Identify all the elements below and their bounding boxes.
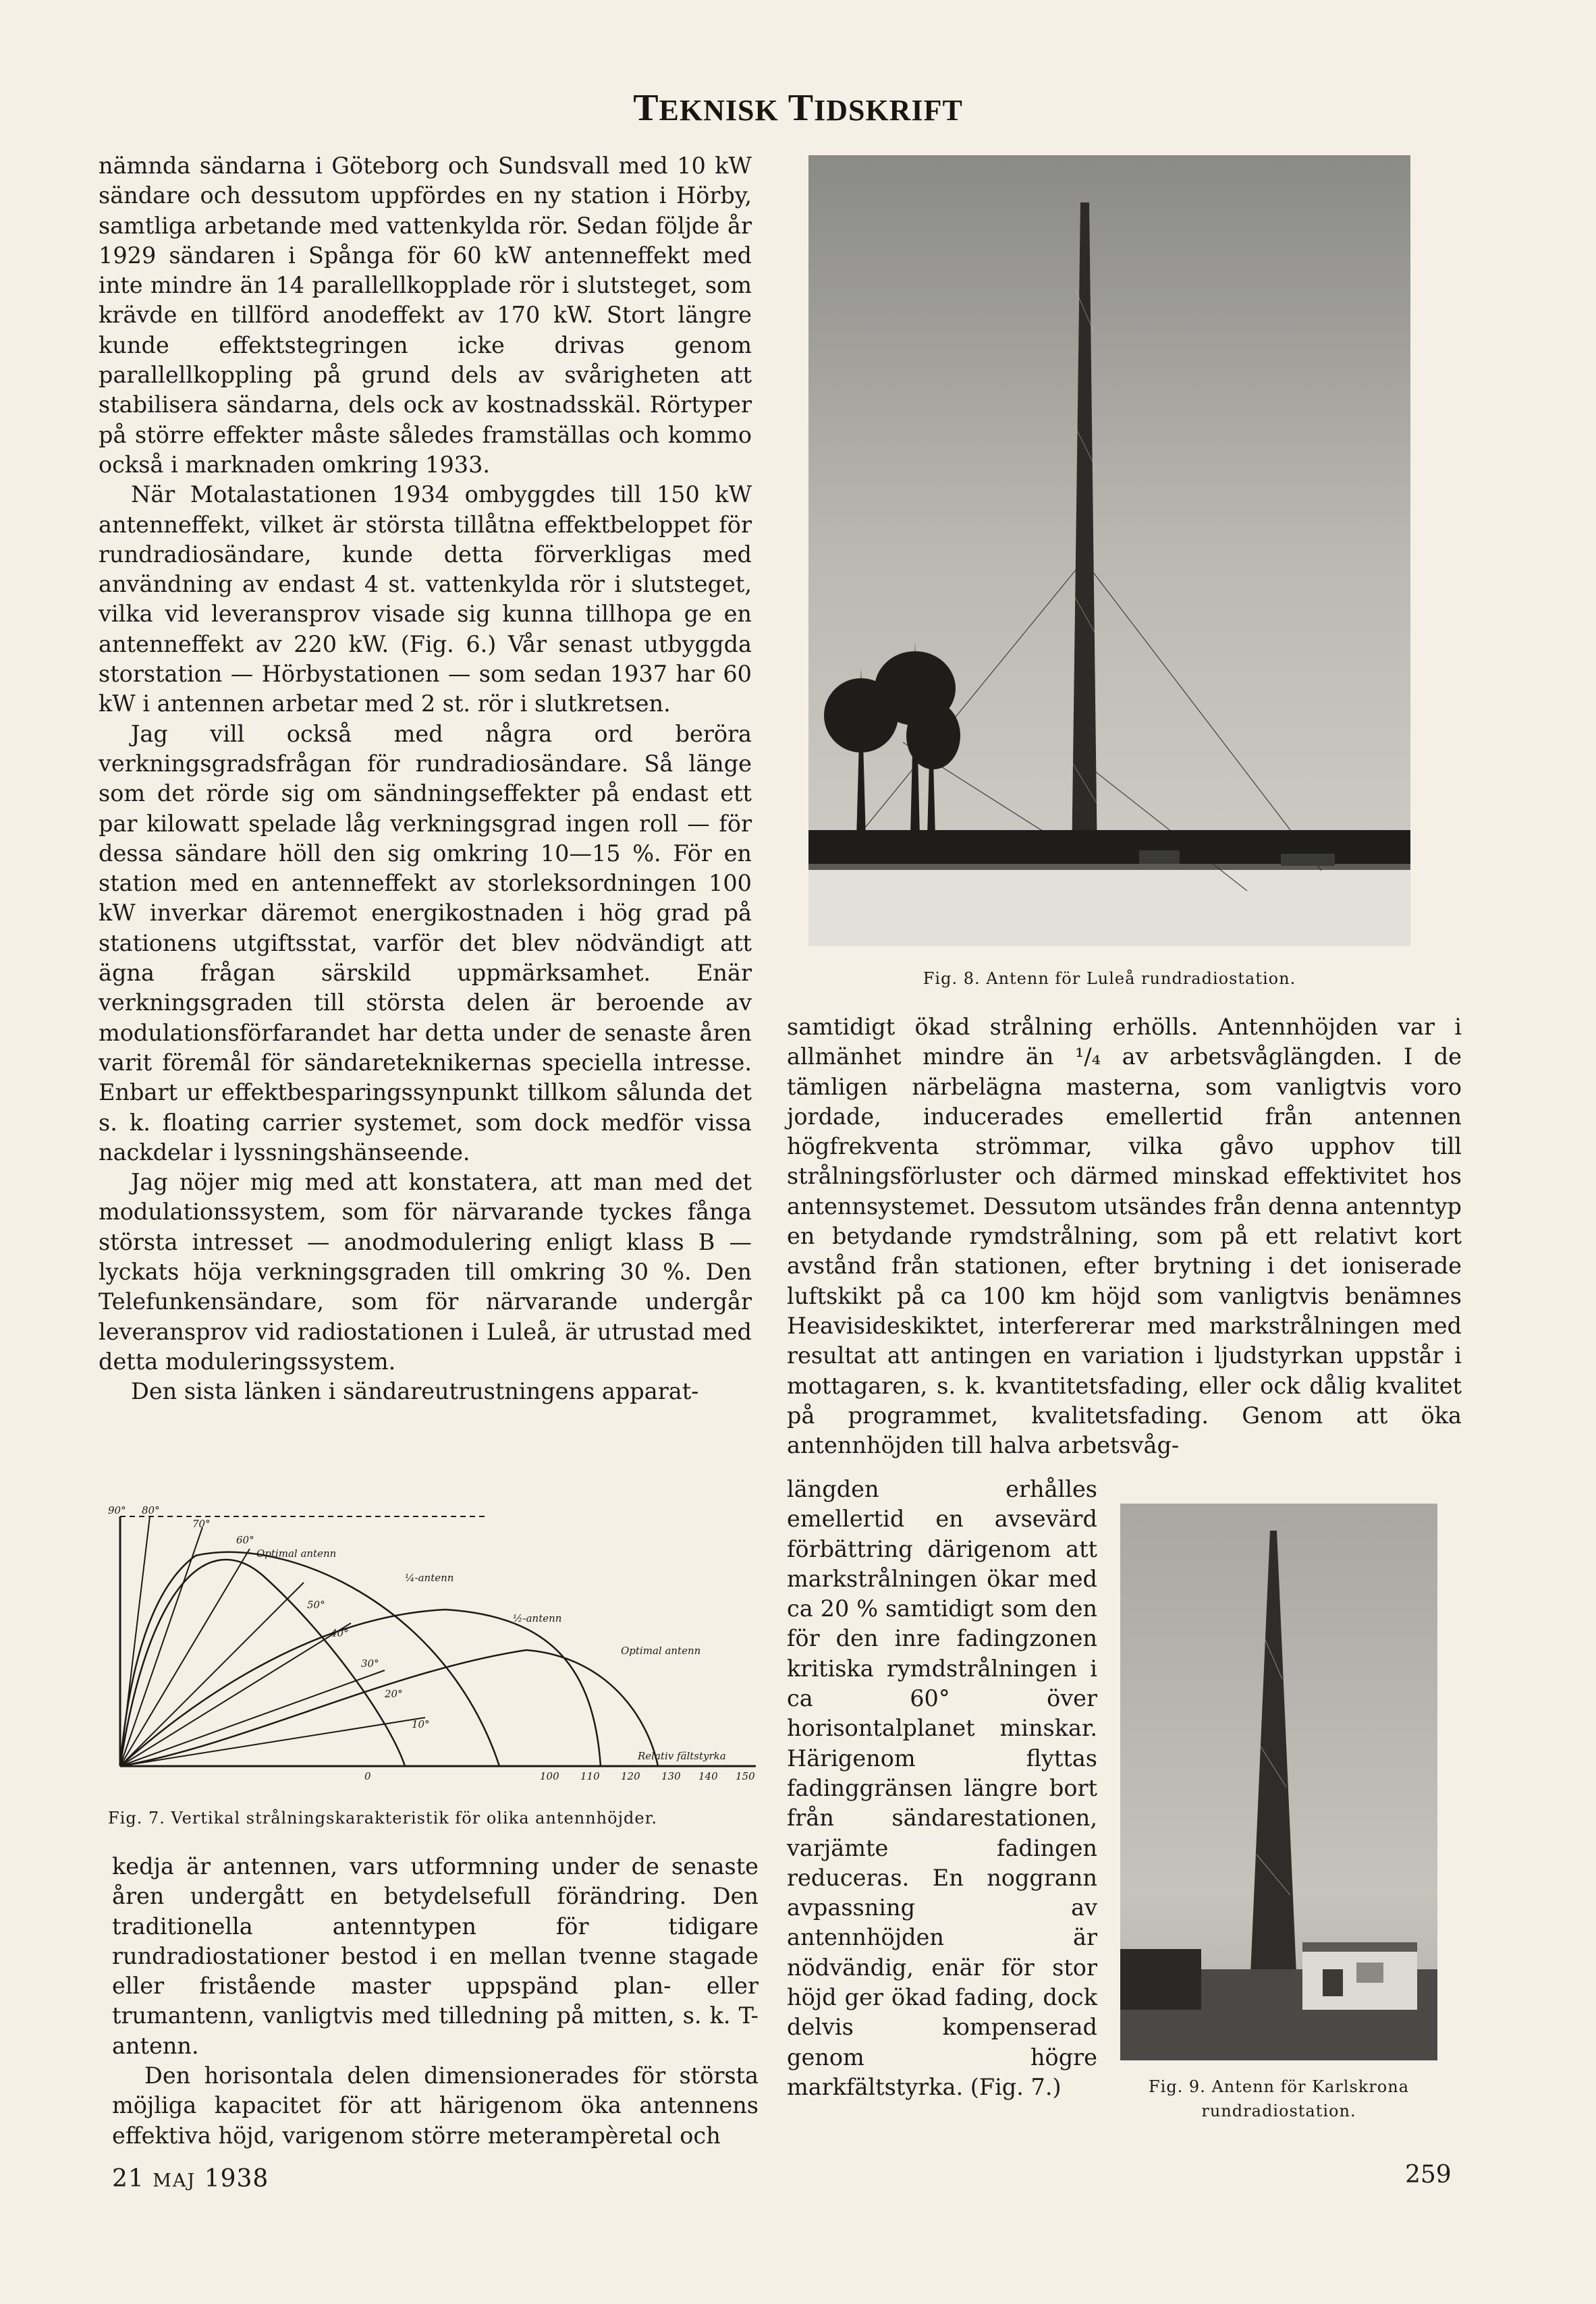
x-tick-label: 120: [621, 1770, 640, 1782]
angle-label: 20°: [385, 1688, 403, 1700]
series-line-optimal-antenn-2: [120, 1650, 658, 1766]
right-narrow-column: [787, 1475, 1097, 2102]
angle-label: 30°: [361, 1657, 379, 1670]
fraction: ¹/₄: [1074, 1043, 1101, 1070]
paragraph: Den horisontala delen dimensionerades för största möjliga kapacitet för att härigenom öka antennens effektiva höjd, varigenom större meterampèretal och: [112, 2062, 759, 2149]
caption-line: rundradiostation.: [1201, 2102, 1356, 2120]
angle-label: 10°: [412, 1718, 430, 1730]
angle-label: 40°: [331, 1627, 349, 1639]
x-tick-label: 0: [364, 1770, 371, 1782]
paragraph: Jag vill också med några ord beröra verkningsgradsfrågan för rundradiosändare. Så länge som det rörde sig om sändningseffekter på endast ett par kilowatt spelade låg verkningsgrad ingen roll — för dessa sändare höll den sig omkring 10—15 %. För en station med en antenneffekt av storleksordningen 100 kW inverkar däremot energikostnaden i hög grad på stationens utgiftsstat, varför det blev nödvändigt att ägna frågan särskild uppmärksamhet. Enär verkningsgraden till största delen är beroende av modulationsförfarandet har detta under de senaste åren varit föremål för sändareteknikernas speciella intresse. Enbart ur effektbesparingssynpunkt tillkom sålunda det s. k. floating carrier systemet, som dock medför vissa nackdelar i lyssningshänseende.: [99, 720, 752, 1165]
angle-label: 90°: [108, 1504, 126, 1516]
karlskrona-antenna-photo: [1120, 1504, 1437, 2060]
x-tick-label: 130: [661, 1770, 681, 1782]
page-number: 259: [1405, 2161, 1452, 2189]
issue-date: [112, 2165, 269, 2193]
paragraph: kedja är antennen, vars utformning under de senaste åren undergått en betydelsefull förändring. Den traditionella antenntypen för tidigare rundradiostationer bestod i en mellan tvenne stagade eller fristående master uppspänd plan- eller trumantenn, vanligtvis med tilledning på mitten, s. k. T-antenn.: [112, 1853, 759, 2059]
angle-label: 50°: [307, 1599, 325, 1611]
date-day: 21: [112, 2165, 144, 2193]
paragraph: Den sista länken i sändareutrustningens apparat-: [131, 1378, 699, 1405]
x-tick-label: 140: [698, 1770, 718, 1782]
angle-line: [120, 1718, 425, 1766]
paragraph: Jag nöjer mig med att konstatera, att man med det modulationssystem, som för närvarande tyckes fånga största intresset — anodmodulering enligt klass B — lyckats höja verkningsgraden till omkring 30 %. Den Telefunkensändare, som för närvarande undergår leveransprov vid radiostationen i Luleå, är utrustad med detta moduleringssystem.: [99, 1169, 752, 1375]
figure-7-caption: Fig. 7. Vertikal strålningskarakteristik för olika antennhöjder.: [108, 1809, 658, 1828]
series-label: ½-antenn: [513, 1612, 562, 1624]
figure-9-caption: [1120, 2075, 1437, 2123]
paragraph: längden erhålles emellertid en avsevärd förbättring därigenom att markstrålningen ökar med ca 20 % samtidigt som den för den inre fadingzonen kritiska rymdstrålningen i ca 60° över horisontalplanet minskar. Härigenom flyttas fadinggränsen längre bort från sändarestationen, varjämte fadingen reduceras. En noggrann avpassning av antennhöjden är nödvändig, enär för stor höjd ger ökad fading, dock delvis kompenserad genom högre markfältstyrka. (Fig. 7.): [787, 1476, 1097, 2100]
angle-label: 70°: [192, 1518, 211, 1530]
left-column-top: [99, 151, 752, 1406]
series-line-quarter-antenn: [120, 1552, 499, 1766]
right-column-text: [787, 1012, 1462, 1460]
x-tick-label: 110: [580, 1770, 600, 1782]
text-run: av arbetsvåglängden. I de tämligen närbelägna masterna, som vanligtvis voro jordade, inducerades emellertid från antennen högfrekventa strömmar, vilka gåvo upphov till strålningsförluster och därmed minskad effektivitet hos antennsystemet. Dessutom utsändes från denna antenntyp en betydande rymdstrålning, som på ett relativt kort avstånd från stationen, efter brytning i det ioniserade luftskikt på ca 100 km höjd som vanligtvis benämnes Heavisideskiktet, interfererar med markstrålningen med resultat att antingen en variation i ljudstyrkan uppstår i mottagaren, s. k. kvantitetsfading, eller ock dålig kvalitet på programmet, kvalitetsfading. Genom att öka antennhöjden till halva arbetsvåg-: [787, 1043, 1462, 1459]
date-year: 1938: [204, 2165, 269, 2193]
series-label: ¼-antenn: [405, 1572, 454, 1584]
radiation-pattern-chart: [108, 1502, 769, 1799]
paragraph: När Motalastationen 1934 ombyggdes till 150 kW antenneffekt, vilket är största tillåtna effektbeloppet för rundradiosändare, kunde detta förverkligas med användning av endast 4 st. vattenkylda rör i slutsteget, vilka vid leveransprov visade sig kunna tillhopa ge en antenneffekt av 220 kW. (Fig. 6.) Vår senast utbyggda storstation — Hörbystationen — som sedan 1937 har 60 kW i antennen arbetar med 2 st. rör i slutkretsen.: [99, 481, 752, 717]
header-smallcaps: EKNISK: [659, 94, 779, 127]
text-run: samtidigt ökad strålning erhölls. Antennhöjden var i allmänhet mindre än: [787, 1014, 1462, 1070]
journal-header: [0, 86, 1596, 130]
header-smallcaps: IDSKRIFT: [814, 94, 963, 127]
caption-line: Fig. 9. Antenn för Karlskrona: [1148, 2077, 1410, 2096]
header-letter: T: [788, 87, 815, 129]
date-month: MAJ: [153, 2170, 196, 2191]
lulea-antenna-photo: [808, 155, 1410, 946]
chart-curves: [120, 1552, 658, 1766]
figure-8-caption: Fig. 8. Antenn för Luleå rundradiostation.: [923, 969, 1296, 988]
series-label: Optimal antenn: [621, 1645, 701, 1657]
x-tick-label: 100: [540, 1770, 559, 1782]
x-axis-label: Relativ fältstyrka: [638, 1750, 726, 1762]
x-tick-label: 150: [736, 1770, 755, 1782]
paragraph: nämnda sändarna i Göteborg och Sundsvall med 10 kW sändare och dessutom uppfördes en ny station i Hörby, samtliga arbetande med vattenkylda rör. Sedan följde år 1929 sändaren i Spånga för 60 kW antenneffekt med inte mindre än 14 parallellkopplade rör i slutsteget, som krävde en tillförd anodeffekt av 170 kW. Stort längre kunde effektstegringen icke drivas genom parallellkoppling på grund dels av svårigheten att stabilisera sändarna, dels ock av kostnadsskäl. Rörtyper på större effekter måste således framställas och kommo också i marknaden omkring 1933.: [99, 153, 752, 478]
paragraph: [787, 1012, 1462, 1460]
header-letter: T: [633, 87, 659, 129]
angle-line: [120, 1583, 304, 1766]
left-column-bottom: [112, 1852, 759, 2151]
series-label: Optimal antenn: [256, 1547, 337, 1560]
angle-label: 80°: [142, 1504, 160, 1516]
angle-label: 60°: [236, 1534, 254, 1546]
